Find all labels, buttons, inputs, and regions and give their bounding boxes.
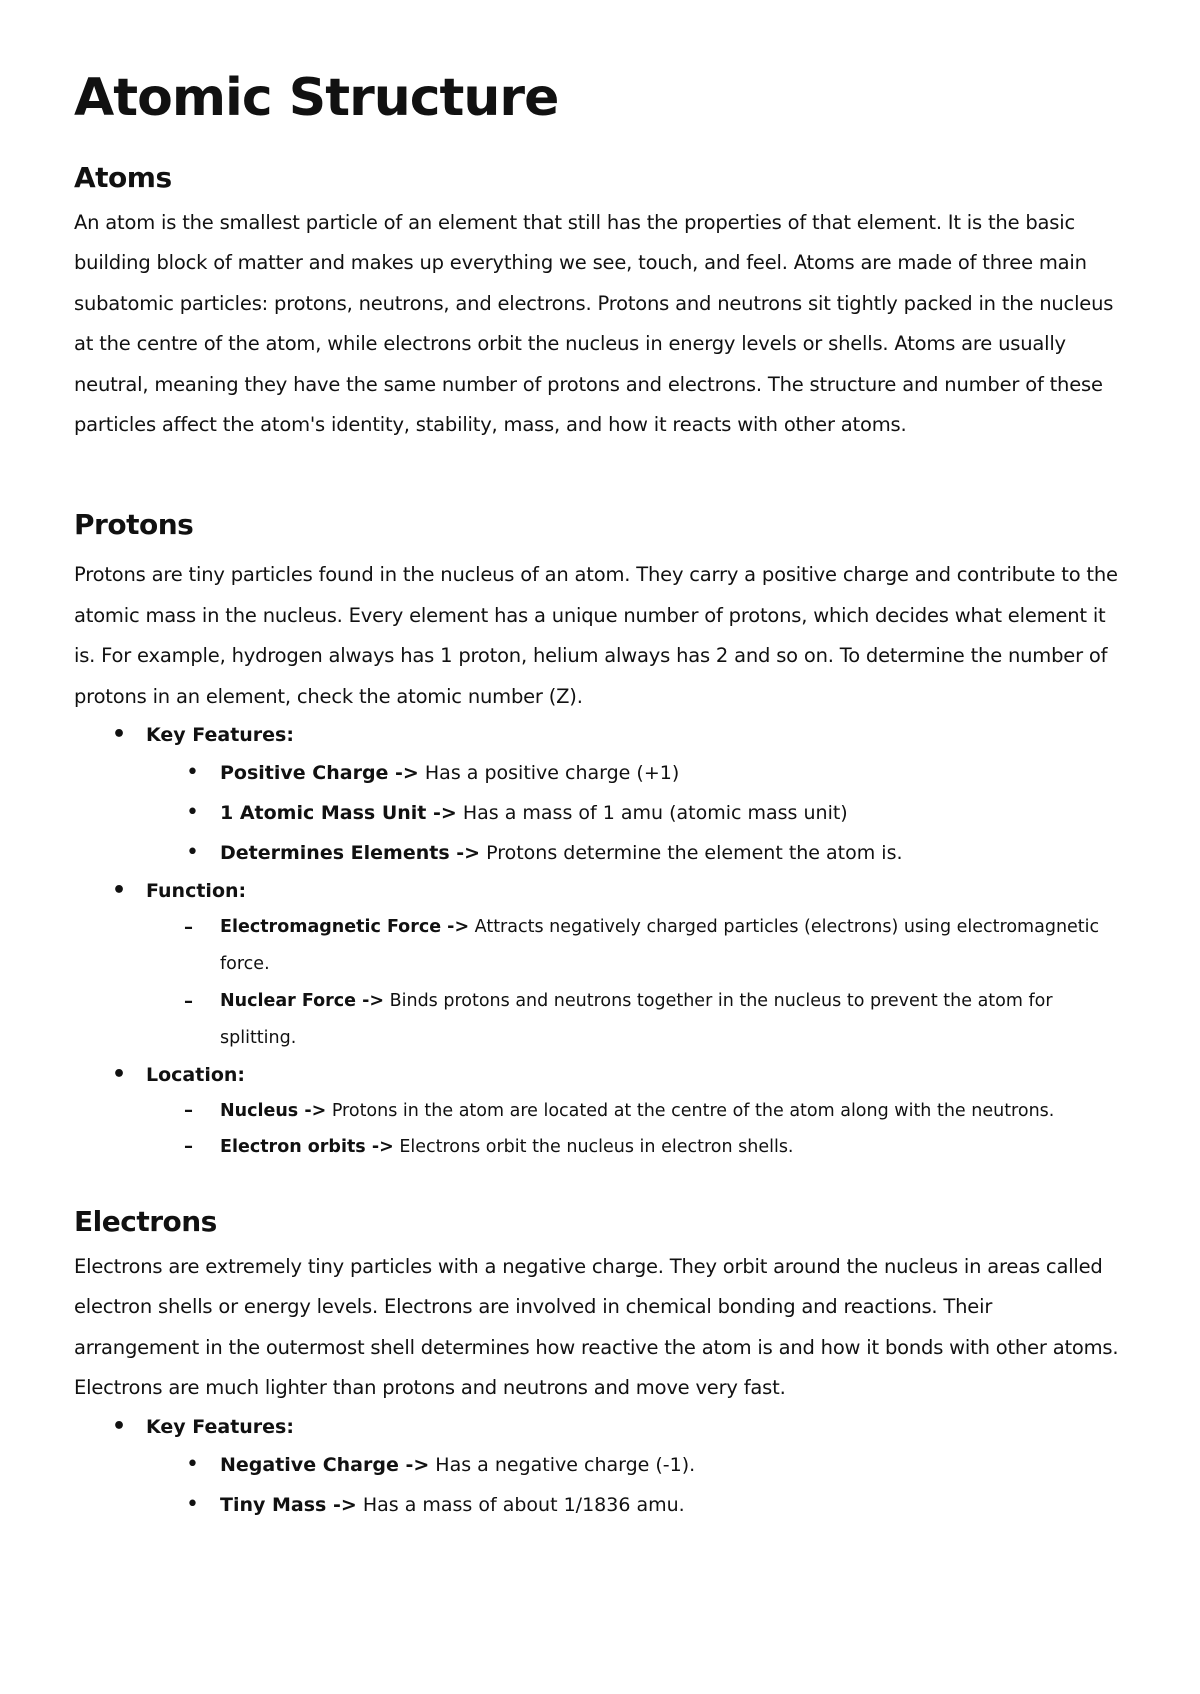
list-item bbox=[74, 909, 1120, 983]
list-item bbox=[74, 1129, 1120, 1165]
definition: Attracts negatively charged particles (electrons) using electromagnetic force. bbox=[220, 917, 1100, 975]
term: Electromagnetic Force -> bbox=[220, 917, 470, 938]
protons-outline bbox=[74, 717, 1120, 1165]
definition: Has a positive charge (+1) bbox=[418, 762, 680, 785]
location-list bbox=[146, 1093, 1120, 1165]
term: Electron orbits -> bbox=[220, 1137, 394, 1158]
key-features-list bbox=[146, 1445, 1120, 1525]
list-item bbox=[74, 753, 1120, 793]
term: Nuclear Force -> bbox=[220, 991, 385, 1012]
definition: Protons determine the element the atom is. bbox=[480, 842, 903, 865]
location-label: Location: bbox=[146, 1064, 246, 1087]
protons-paragraph: Protons are tiny particles found in the nucleus of an atom. They carry a positive charge and contribute to the atomic mass in the nucleus. Every element has a unique number of protons, which decides what element it is. For example, hydrogen always has 1 proton, helium always has 2 and so on. To determine the number of protons in an element, check the atomic number (Z). bbox=[74, 563, 1118, 708]
term: Nucleus -> bbox=[220, 1101, 327, 1122]
section-atoms bbox=[74, 161, 1120, 446]
list-item bbox=[74, 1445, 1120, 1485]
function-label: Function: bbox=[146, 880, 247, 903]
list-item bbox=[74, 1485, 1120, 1525]
definition: Has a mass of about 1/1836 amu. bbox=[356, 1493, 685, 1516]
term: 1 Atomic Mass Unit -> bbox=[220, 802, 457, 825]
term: Determines Elements -> bbox=[220, 842, 481, 865]
electrons-paragraph: Electrons are extremely tiny particles with a negative charge. They orbit around the nucleus in areas called electron shells or energy levels. Electrons are involved in chemical bonding and reactions. Their arrangement in the outermost shell determines how reactive the atom is and how it bonds with other atoms. Electrons are much lighter than protons and neutrons and move very fast. bbox=[74, 1254, 1119, 1400]
list-item bbox=[74, 1093, 1120, 1129]
list-item bbox=[74, 1057, 1120, 1165]
section-heading-protons: Protons bbox=[74, 507, 194, 541]
key-features-list bbox=[146, 753, 1120, 873]
definition: Has a negative charge (-1). bbox=[429, 1453, 696, 1476]
atoms-paragraph: An atom is the smallest particle of an element that still has the properties of that element. It is the basic building block of matter and makes up everything we see, touch, and feel. Atoms are made of three main subatomic particles: protons, neutrons, and electrons. Protons and neutrons sit tightly packed in the nucleus at the centre of the atom, while electrons orbit the nucleus in energy levels or shells. Atoms are usually neutral, meaning they have the same number of protons and electrons. The structure and number of these particles affect the atom's identity, stability, mass, and how it reacts with other atoms. bbox=[74, 210, 1114, 437]
electrons-outline bbox=[74, 1409, 1120, 1525]
definition: Protons in the atom are located at the centre of the atom along with the neutrons. bbox=[326, 1101, 1055, 1122]
list-item bbox=[74, 983, 1120, 1057]
list-item bbox=[74, 717, 1120, 873]
definition: Has a mass of 1 amu (atomic mass unit) bbox=[456, 802, 848, 825]
section-protons bbox=[74, 508, 1120, 1166]
list-item bbox=[74, 873, 1120, 1057]
list-item bbox=[74, 833, 1120, 873]
section-electrons bbox=[74, 1205, 1120, 1525]
term: Negative Charge -> bbox=[220, 1453, 430, 1476]
section-heading-atoms: Atoms bbox=[74, 161, 172, 195]
definition: Electrons orbit the nucleus in electron shells. bbox=[393, 1137, 794, 1158]
function-list bbox=[146, 909, 1120, 1057]
term: Positive Charge -> bbox=[220, 762, 419, 785]
key-features-label: Key Features: bbox=[146, 1415, 294, 1438]
key-features-label: Key Features: bbox=[146, 724, 294, 747]
definition: Binds protons and neutrons together in the nucleus to prevent the atom for splitting. bbox=[220, 991, 1053, 1049]
term: Tiny Mass -> bbox=[220, 1493, 357, 1516]
list-item bbox=[74, 1409, 1120, 1525]
list-item bbox=[74, 793, 1120, 833]
document-title: Atomic Structure bbox=[74, 68, 559, 128]
section-heading-electrons: Electrons bbox=[74, 1205, 217, 1239]
